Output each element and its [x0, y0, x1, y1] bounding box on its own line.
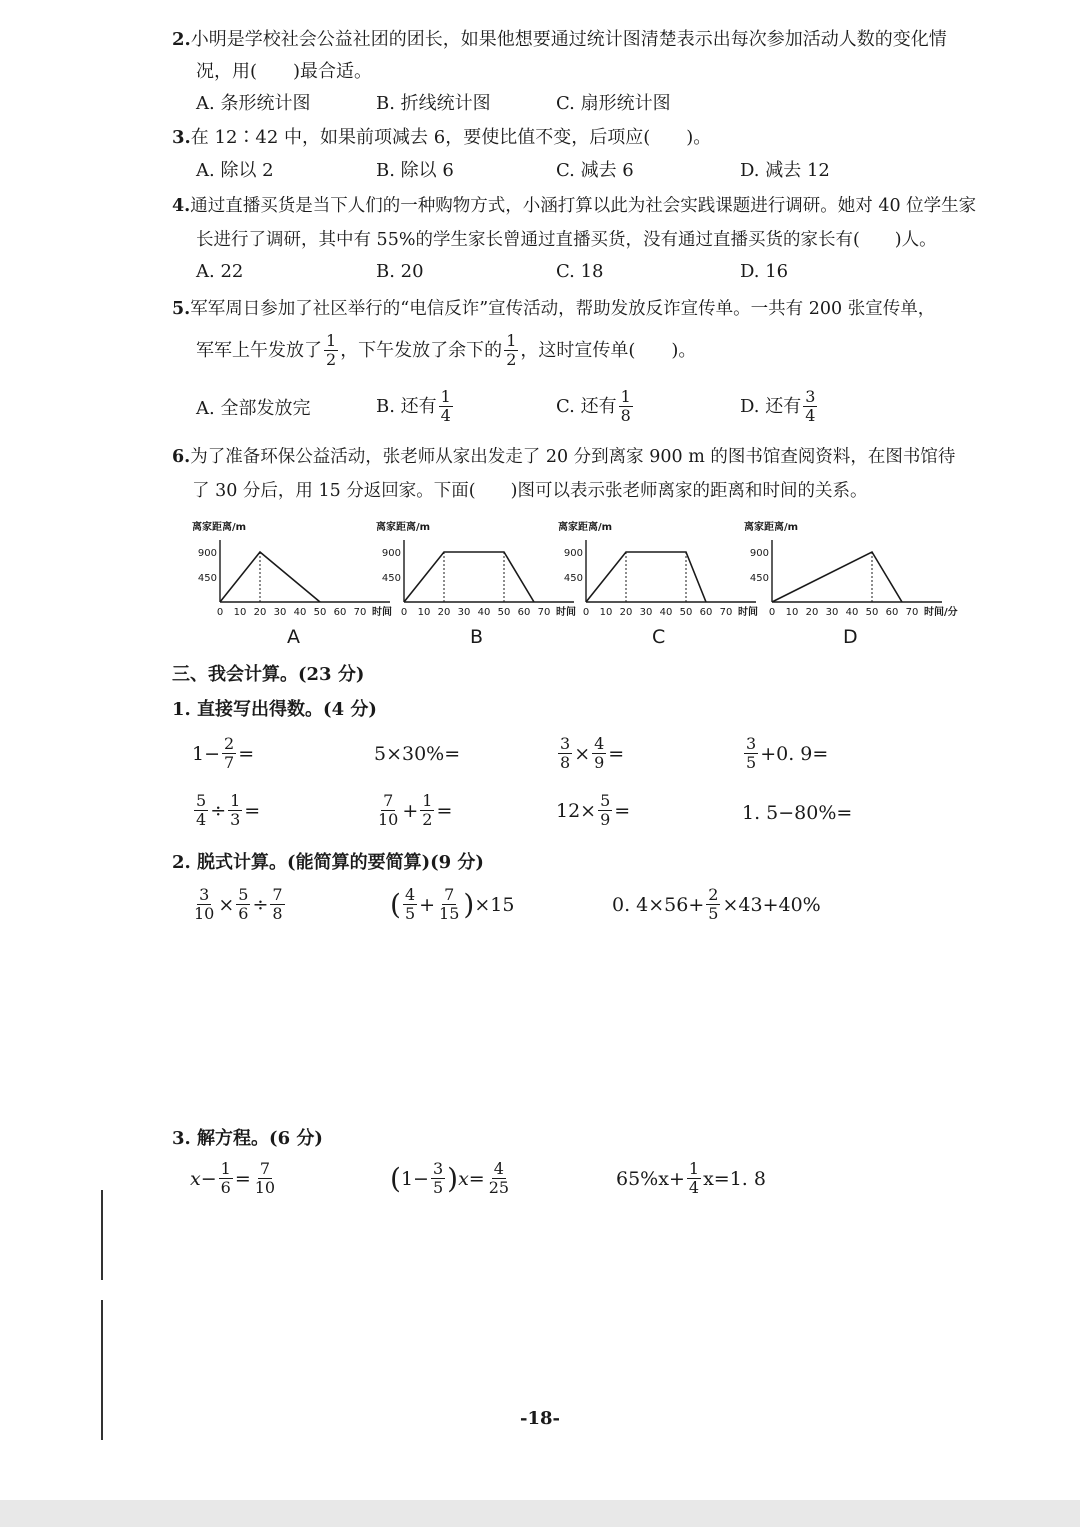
x-tick-label: 40 — [659, 607, 673, 618]
fraction: $\frac{2}{5}$ — [708, 885, 719, 923]
fraction: $\frac{7}{10}$ — [378, 791, 399, 829]
x-axis-label: 时间 — [738, 607, 758, 618]
y-axis-label: 离家距离/m — [558, 522, 613, 533]
chart-svg — [190, 512, 392, 622]
y-tick-label: 450 — [197, 573, 217, 584]
chart-svg — [742, 512, 958, 622]
x-tick-label: 50 — [313, 607, 327, 618]
q3-option-b: B. 除以 6 — [376, 160, 454, 181]
fraction: $\frac{5}{4}$ — [196, 791, 207, 829]
fraction: $\frac{1}{8}$ — [620, 387, 631, 425]
question-5: 5.军军周日参加了社区举行的“电信反诈”宣传活动，帮助发放反诈宣传单。一共有 200 张宣传单， — [172, 299, 936, 319]
question-4: 4.通过直播买货是当下人们的一种购物方式，小涵打算以此为社会实践课题进行调研。她对 40 位学生家 — [172, 196, 977, 216]
question-2: 2.小明是学校社会公益社团的团长，如果他想要通过统计图清楚表示出每次参加活动人数的变化情 — [172, 29, 947, 50]
calc-2-2: $\frac{7}{10}$ + $\frac{1}{2}$ = — [378, 791, 453, 829]
fraction: $\frac{3}{5}$ — [432, 1159, 444, 1197]
x-tick-label: 60 — [699, 607, 713, 618]
x-tick-label: 0 — [768, 607, 776, 618]
x-tick-label: 20 — [437, 607, 451, 618]
x-tick-label: 0 — [400, 607, 408, 618]
calc-1-3: $\frac{3}{8}$ × $\frac{4}{9}$ = — [560, 734, 625, 772]
calc-2-1: $\frac{5}{4}$ ÷ $\frac{1}{3}$ = — [196, 791, 261, 829]
x-tick-label: 10 — [785, 607, 799, 618]
question-6-line2: 了 30 分后，用 15 分返回家。下面( )图可以表示张老师离家的距离和时间的关系。 — [192, 481, 868, 501]
x-axis-label: 时间 — [556, 607, 576, 618]
x-tick-label: 70 — [537, 607, 551, 618]
x-tick-label: 70 — [353, 607, 367, 618]
part-2-title: 2. 脱式计算。(能简算的要简算)(9 分) — [172, 852, 484, 873]
y-tick-label: 900 — [197, 548, 217, 559]
fraction: $\frac{3}{5}$ — [746, 734, 757, 772]
x-tick-label: 30 — [825, 607, 839, 618]
question-2-line2: 况，用( )最合适。 — [196, 61, 373, 82]
x-tick-label: 40 — [845, 607, 859, 618]
y-tick-label: 450 — [381, 573, 401, 584]
step-calc-3: 0. 4×56+ $\frac{2}{5}$ ×43+40% — [612, 885, 821, 923]
y-tick-label: 900 — [563, 548, 583, 559]
fraction: $\frac{3}{8}$ — [560, 734, 571, 772]
fraction: $\frac{3}{10}$ — [194, 885, 215, 923]
x-tick-label: 10 — [599, 607, 613, 618]
chart-d-label: D — [843, 626, 858, 648]
q5-option-d: D. 还有 $\frac{3}{4}$ — [740, 387, 816, 425]
x-tick-label: 60 — [517, 607, 531, 618]
part-3-title: 3. 解方程。(6 分) — [172, 1128, 323, 1149]
calc-1-2: 5×30%= — [374, 743, 461, 765]
x-axis-label: 时间/分 — [924, 607, 958, 618]
binding-line — [101, 1300, 103, 1440]
chart-a — [190, 512, 392, 657]
y-tick-label: 900 — [749, 548, 769, 559]
x-tick-label: 20 — [805, 607, 819, 618]
step-calc-2: ( $\frac{4}{5}$ + $\frac{7}{15}$ ) ×15 — [390, 885, 515, 923]
x-tick-label: 60 — [333, 607, 347, 618]
series-line — [772, 552, 902, 602]
fraction: $\frac{4}{25}$ — [488, 1159, 510, 1197]
fraction: $\frac{1}{2}$ — [326, 331, 337, 369]
question-6: 6.为了准备环保公益活动，张老师从家出发走了 20 分到离家 900 m 的图书馆查阅资料，在图书馆待 — [172, 447, 956, 467]
series-line — [220, 552, 320, 602]
chart-d — [742, 512, 958, 657]
section-3-title: 三、我会计算。(23 分) — [172, 664, 365, 685]
fraction: $\frac{2}{7}$ — [224, 734, 235, 772]
y-tick-label: 900 — [381, 548, 401, 559]
q3-option-d: D. 减去 12 — [740, 160, 830, 181]
y-tick-label: 450 — [563, 573, 583, 584]
x-tick-label: 0 — [216, 607, 224, 618]
fraction: $\frac{1}{2}$ — [422, 791, 433, 829]
calc-2-3: 12× $\frac{5}{9}$ = — [556, 791, 631, 829]
y-axis-label: 离家距离/m — [376, 522, 431, 533]
x-tick-label: 10 — [233, 607, 247, 618]
chart-c — [556, 512, 758, 657]
y-axis-label: 离家距离/m — [192, 522, 247, 533]
q3-option-a: A. 除以 2 — [196, 160, 274, 181]
question-4-line2: 长进行了调研，其中有 55%的学生家长曾通过直播买货，没有通过直播买货的家长有( )人。 — [196, 230, 937, 250]
equation-2: ( 1− $\frac{3}{5}$ ) x= $\frac{4}{25}$ — [390, 1159, 510, 1197]
x-tick-label: 20 — [619, 607, 633, 618]
y-axis-label: 离家距离/m — [744, 522, 799, 533]
series-line — [586, 552, 706, 602]
chart-b-label: B — [470, 626, 484, 648]
step-calc-1: $\frac{3}{10}$ × $\frac{5}{6}$ ÷ $\frac{7}{8}$ — [194, 885, 283, 923]
series-line — [404, 552, 534, 602]
x-tick-label: 50 — [679, 607, 693, 618]
scan-edge — [0, 1500, 1080, 1527]
calc-1-4: $\frac{3}{5}$ +0. 9= — [746, 734, 829, 772]
fraction: $\frac{1}{4}$ — [440, 387, 451, 425]
x-tick-label: 40 — [477, 607, 491, 618]
x-tick-label: 30 — [457, 607, 471, 618]
chart-a-label: A — [287, 626, 300, 648]
fraction: $\frac{4}{9}$ — [594, 734, 605, 772]
q2-option-b: B. 折线统计图 — [376, 93, 491, 114]
q5-option-c: C. 还有 $\frac{1}{8}$ — [556, 387, 631, 425]
fraction: $\frac{1}{6}$ — [220, 1159, 231, 1197]
q5-option-a: A. 全部发放完 — [196, 398, 311, 419]
chart-svg — [556, 512, 758, 622]
x-tick-label: 50 — [865, 607, 879, 618]
q4-option-d: D. 16 — [740, 261, 789, 282]
equation-1: x− $\frac{1}{6}$ = $\frac{7}{10}$ — [190, 1159, 276, 1197]
fraction: $\frac{5}{6}$ — [238, 885, 249, 923]
x-tick-label: 70 — [905, 607, 919, 618]
q4-option-a: A. 22 — [196, 261, 244, 282]
question-3: 3.在 12∶42 中，如果前项减去 6，要使比值不变，后项应( )。 — [172, 127, 712, 148]
x-tick-label: 30 — [273, 607, 287, 618]
fraction: $\frac{7}{8}$ — [272, 885, 283, 923]
q3-option-c: C. 减去 6 — [556, 160, 634, 181]
x-tick-label: 40 — [293, 607, 307, 618]
fraction: $\frac{1}{4}$ — [688, 1159, 700, 1197]
fraction: $\frac{1}{3}$ — [230, 791, 241, 829]
q2-option-a: A. 条形统计图 — [196, 93, 311, 114]
x-tick-label: 50 — [497, 607, 511, 618]
calc-1-1: 1− $\frac{2}{7}$ = — [192, 734, 255, 772]
x-tick-label: 30 — [639, 607, 653, 618]
q2-option-c: C. 扇形统计图 — [556, 93, 671, 114]
page-number: -18- — [520, 1408, 560, 1429]
chart-svg — [374, 512, 576, 622]
fraction: $\frac{1}{2}$ — [506, 331, 517, 369]
part-1-title: 1. 直接写出得数。(4 分) — [172, 699, 377, 720]
chart-b — [374, 512, 576, 657]
x-tick-label: 0 — [582, 607, 590, 618]
x-axis-label: 时间 — [372, 607, 392, 618]
q4-option-c: C. 18 — [556, 261, 604, 282]
fraction: $\frac{4}{5}$ — [404, 885, 416, 923]
equation-3: 65%x+ $\frac{1}{4}$ x=1. 8 — [616, 1159, 766, 1197]
fraction: $\frac{7}{15}$ — [439, 885, 460, 923]
question-5-line2: 军军上午发放了 $\frac{1}{2}$ ，下午发放了余下的 $\frac{1}{2}$ ，这时宣传单( )。 — [196, 331, 697, 369]
chart-c-label: C — [652, 626, 666, 648]
fraction: $\frac{7}{10}$ — [254, 1159, 276, 1197]
x-tick-label: 10 — [417, 607, 431, 618]
fraction: $\frac{3}{4}$ — [805, 387, 816, 425]
fraction: $\frac{5}{9}$ — [600, 791, 611, 829]
x-tick-label: 20 — [253, 607, 267, 618]
q5-option-b: B. 还有 $\frac{1}{4}$ — [376, 387, 451, 425]
x-tick-label: 70 — [719, 607, 733, 618]
y-tick-label: 450 — [749, 573, 769, 584]
x-tick-label: 60 — [885, 607, 899, 618]
binding-line — [101, 1190, 103, 1280]
q4-option-b: B. 20 — [376, 261, 424, 282]
calc-2-4: 1. 5−80%= — [742, 802, 853, 824]
